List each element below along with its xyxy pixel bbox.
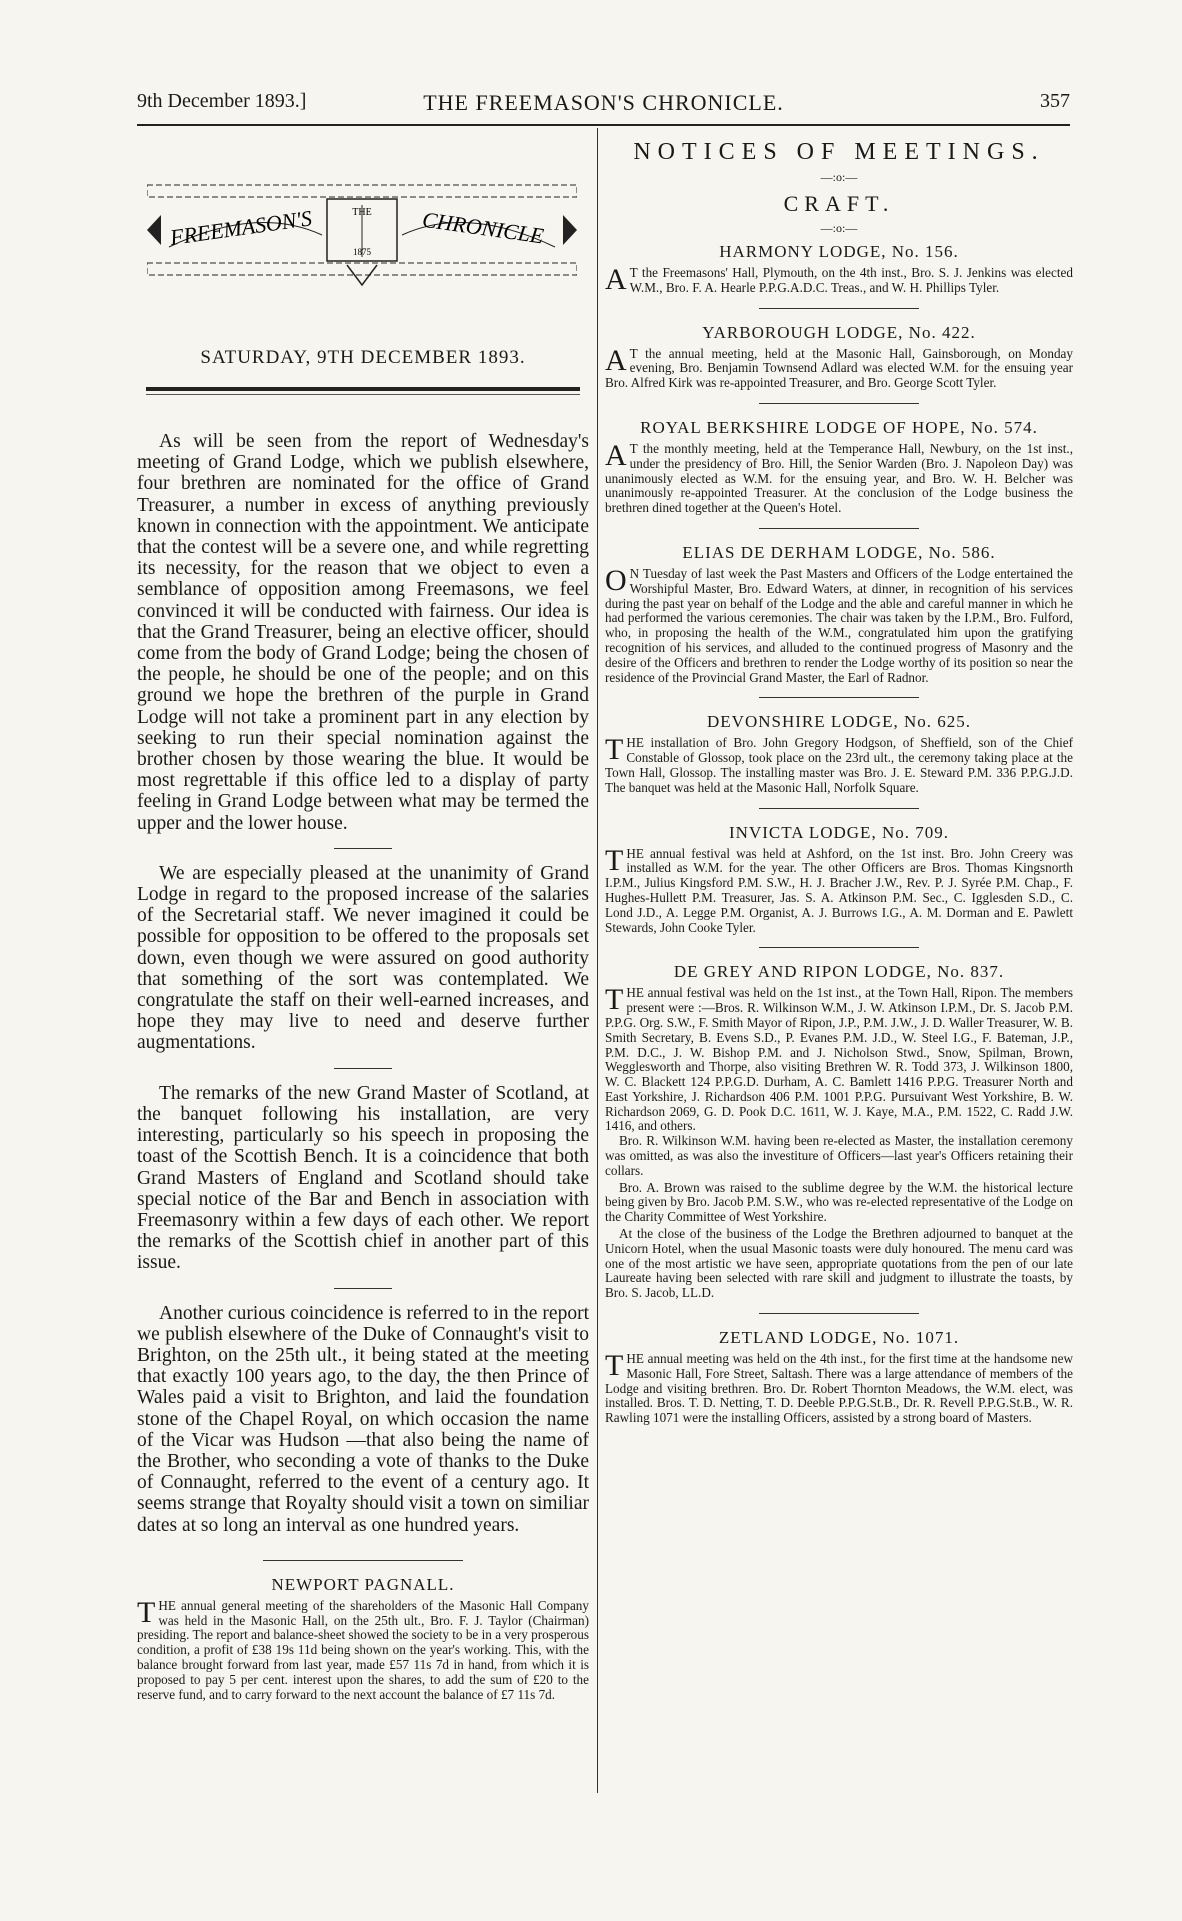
- editorial-paragraph: As will be seen from the report of Wednesday's meeting of Grand Lodge, which we publish elsewhere, four brethren are nominated for the office of Grand Treasurer, a number in excess of anything previously known in connection with the appointment. We anticipate that the contest will be a severe one, and while regretting its necessity, for the reason that we object to even a semblance of opposition among Freemasons, we feel convinced it will be conducted with fairness. Our idea is that the Grand Treasurer, being an elective officer, should come from the body of Grand Lodge; being the chosen of the people, he should be one of the people; and on this ground we hope the brethren of the purple in Grand Lodge will not take a prominent part in any election by seeking to run their special nomination against the brother chosen by those wearing the blue. It would be most regrettable if this office led to a display of party feeling in Grand Lodge between what may be termed the upper and the lower house.: [137, 431, 589, 834]
- masthead-rule: [146, 387, 580, 391]
- lodge-paragraph: Bro. R. Wilkinson W.M. having been re-elected as Master, the installation ceremony was omitted, as was also the investiture of Officers—last year's Officers retaining their collars.: [605, 1133, 1073, 1178]
- page-header: [137, 90, 1070, 126]
- paragraph-divider: [334, 848, 392, 849]
- logo-book-bottom: 1875: [353, 247, 371, 257]
- lodge-title: DEVONSHIRE LODGE, No. 625.: [707, 712, 971, 732]
- logo-word-right: CHRONICLE: [420, 206, 546, 249]
- lodge-body: THE annual festival was held at Ashford, on the 1st inst. Bro. John Creery was installed as W.M. for the year. The other Officers are Bros. Thomas Kingsnorth I.P.M., Julius Kingsford P.M. S.W., H. J. Bracher J.W., Rev. P. J. Syrée P.M. Chap., F. Hughes-Hullett P.M. Treasurer, Jas. S. A. Atkinson P.M. Sec., C. Igglesden S.D., C. Lond J.D., A. Legge P.M. Organist, A. J. Burrows I.G., A. M. Dorman and E. Pawlett Stewards, John Cooke Tyler.: [605, 843, 1073, 935]
- section-divider: [759, 947, 919, 948]
- section-body: THE annual general meeting of the shareholders of the Masonic Hall Company was held in the Masonic Hall, on the 25th ult., Bro. F. J. Taylor (Chairman) presiding. The report and balance-sheet showed the society to be in a very prosperous condition, a profit of £38 19s 11d being shown on the year's working. This, with the balance brought forward from last year, made £57 11s 7d in hand, from which it is proposed to pay 5 per cent. interest upon the shares, to add the sum of £20 to the reserve fund, and to carry forward to the next account the balance of £7 11s 7d.: [137, 1595, 589, 1702]
- ornament: —:o:—: [820, 170, 858, 184]
- section-divider: [759, 308, 919, 309]
- logo-word-left: FREEMASON'S: [168, 205, 314, 250]
- editorial-paragraph: The remarks of the new Grand Master of Scotland, at the banquet following his installation, are very interesting, particularly so his speech in proposing the toast of the Scottish Bench. It is a coincidence that both Grand Masters of England and Scotland should take special notice of the Bar and Bench in association with Freemasonry within a few days of each other. We report the remarks of the Scottish chief in another part of this issue.: [137, 1082, 589, 1274]
- lodge-body: A T the annual meeting, held at the Masonic Hall, Gainsborough, on Monday evening, Bro. Benjamin Townsend Adlard was elected W.M. for the ensuing year Bro. Alfred Kirk was re-appointed Treasurer, and Bro. George Scott Tyler.: [605, 343, 1073, 391]
- lodge-section: [605, 323, 1073, 391]
- column-divider: [597, 128, 598, 1793]
- lodge-title: INVICTA LODGE, No. 709.: [729, 822, 949, 842]
- chronicle-logo: [147, 175, 577, 295]
- lodge-paragraph: At the close of the business of the Lodge the Brethren adjourned to banquet at the Unicorn Hotel, when the usual Masonic toasts were duly honoured. The menu card was one of the most artistic we have seen, appropriate quotations from the pen of our late Laureate having been selected with rare skill and judgment to illustrate the toasts, by Bro. S. Jacob, LL.D.: [605, 1226, 1073, 1301]
- lodge-section: [605, 1328, 1073, 1426]
- section-divider: [759, 403, 919, 404]
- issue-date: 9th December 1893.]: [137, 90, 307, 112]
- lodge-section: [605, 242, 1073, 296]
- left-column: [137, 135, 589, 1702]
- lodge-section: [605, 418, 1073, 516]
- lodge-paragraph: Bro. A. Brown was raised to the sublime degree by the W.M. the historical lecture being given by Bro. Jacob P.M. S.W., who was re-elected representative of the Lodge on the Charity Committee of West Yorkshire.: [605, 1179, 1073, 1225]
- drop-cap: T: [605, 983, 624, 1017]
- logo-book-top: THE: [352, 207, 372, 218]
- drop-cap: A: [605, 438, 627, 472]
- lodge-title: DE GREY AND RIPON LODGE, No. 837.: [673, 962, 1005, 982]
- paragraph-divider: [334, 1068, 392, 1069]
- right-arrow-icon: [563, 215, 577, 245]
- lodge-section: [605, 823, 1073, 936]
- editorial-paragraph: We are especially pleased at the unanimity of Grand Lodge in regard to the proposed increase of the salaries of the Secretarial staff. We never imagined it could be possible for opposition to be offered to the proposals set down, even though we were assured on good authority that something of the sort was contemplated. We congratulate the staff on their well-earned increases, and hope they may live to need and deserve further augmentations.: [137, 862, 589, 1054]
- right-column: [605, 135, 1073, 1426]
- lodge-body: THE annual festival was held on the 1st inst., at the Town Hall, Ripon. The members present were :—Bros. R. Wilkinson W.M., J. W. Atkinson I.P.M., Dr. S. Jacob P.M. P.P.G. Org. S.W., F. Smith Mayor of Ripon, J.P., P.M. J.W., J. D. Waller Treasurer, W. B. Smith Secretary, B. Evens S.D., P. Evanes P.M. J.D., W. Steel I.G., F. Bateman, J.P., P.M. D.C., J. W. Bishop P.M. and J. Nicholson Stwd., Snow, Spilman, Brown, Wegglesworth and Thorpe, also visiting Brethren W. R. Todd 373, J. Wilkinson 1800, W. C. Blackett 124 P.P.G.D. Durham, A. C. Bamlett 1416 P.P.G. Treasurer North and East Yorkshire, J. Richardson 406 P.M. 1001 P.P.G. Pursuivant West Yorkshire, B. W. Richardson 2069, G. D. Pook D.C. 1611, W. J. Kaye, M.A., P.M. 1522, C. Radd J.W. 1416, and others. Bro. R. Wilkinson W.M. having been re-elected as Master, the installation ceremony was omitted, as was also the investiture of Officers—last year's Officers retaining their collars. Bro. A. Brown was raised to the sublime degree by the W.M. the historical lecture being given by Bro. Jacob P.M. S.W., who was re-elected representative of the Lodge on the Charity Committee of West Yorkshire. At the close of the business of the Lodge the Brethren adjourned to banquet at the Unicorn Hotel, when the usual Masonic toasts were duly honoured. The menu card was one of the most artistic we have seen, appropriate quotations from the pen of our late Laureate having been selected with rare skill and judgment to illustrate the toasts, by Bro. S. Jacob, LL.D.: [605, 983, 1073, 1301]
- masthead-logo: [137, 135, 589, 347]
- drop-cap: A: [605, 263, 627, 296]
- lodge-body: A T the Freemasons' Hall, Plymouth, on the 4th inst., Bro. S. J. Jenkins was elected W.M., Bro. F. A. Hearle P.P.G.A.D.C. Treas., and W. H. Phillips Tyler.: [605, 263, 1073, 296]
- drop-cap: A: [605, 343, 627, 377]
- section-divider: [759, 1313, 919, 1314]
- left-arrow-icon: [147, 215, 161, 245]
- lodge-title: ZETLAND LODGE, No. 1071.: [718, 1328, 960, 1348]
- craft-heading: CRAFT.: [783, 191, 895, 216]
- lodge-title: ELIAS DE DERHAM LODGE, No. 586.: [682, 542, 996, 562]
- lodge-title: YARBOROUGH LODGE, No. 422.: [702, 322, 976, 342]
- section-divider: [263, 1560, 463, 1561]
- editorial-paragraph: Another curious coincidence is referred to in the report we publish elsewhere of the Duke of Connaught's visit to Brighton, on the 25th ult., it being stated at the meeting that exactly 100 years ago, to the day, the then Prince of Wales paid a visit to Brighton, and laid the foundation stone of the Chapel Royal, on which occasion the name of the Vicar was Hudson —that also being the name of the Brother, who seconding a vote of thanks to the Duke of Connaught, referred to the event of a century ago. It seems strange that Royalty should visit a town on similiar dates at so long an interval as one hundred years.: [137, 1302, 589, 1536]
- publication-title: THE FREEMASON'S CHRONICLE.: [423, 90, 784, 115]
- section-divider: [759, 528, 919, 529]
- paragraph-divider: [334, 1288, 392, 1289]
- lodge-section: [605, 712, 1073, 795]
- lodge-body: O N Tuesday of last week the Past Masters and Officers of the Lodge entertained the Worshipful Master, Bro. Edward Waters, at dinner, in recognition of his services during the past year on behalf of the Lodge and the able and careful manner in which he had performed the various ceremonies. The chair was taken by the I.P.M., Bro. Fulford, who, in proposing the health of the W.M., congratulated him upon the gratifying recognition of his services, and alluded to the continued progress of Masonry and the desire of the Officers and brethren to render the Lodge worthy of its position so near the residence of the Provincial Grand Master, the Earl of Radnor.: [605, 563, 1073, 685]
- section-title: NEWPORT PAGNALL.: [271, 1574, 455, 1594]
- drop-cap: T: [605, 1349, 624, 1383]
- lodge-section: [605, 543, 1073, 685]
- drop-cap: T: [605, 733, 624, 767]
- drop-cap: O: [605, 563, 627, 597]
- ornament: —:o:—: [820, 221, 858, 235]
- lodge-body: THE annual meeting was held on the 4th inst., for the first time at the handsome new Masonic Hall, Fore Street, Saltash. There was a large attendance of members of the Lodge and visiting brethren. Bro. Dr. Robert Thornton Meadows, the W.M. elect, was installed. Bros. T. D. Netting, T. D. Deeble P.P.G.St.B., Dr. R. Revell P.P.G.St.B., W. R. Rawling 1071 were the installing Officers, assisted by a strong board of Masters.: [605, 1349, 1073, 1426]
- drop-cap: T: [137, 1595, 156, 1629]
- lodge-section: [605, 962, 1073, 1301]
- issue-date-line: SATURDAY, 9TH DECEMBER 1893.: [200, 347, 526, 368]
- lodge-title: HARMONY LODGE, No. 156.: [719, 242, 959, 261]
- notices-heading: NOTICES OF MEETINGS.: [633, 139, 1045, 165]
- section-divider: [759, 697, 919, 698]
- drop-cap: T: [605, 843, 624, 877]
- section-divider: [759, 808, 919, 809]
- lodge-title: ROYAL BERKSHIRE LODGE OF HOPE, No. 574.: [640, 417, 1038, 437]
- lodge-body: A T the monthly meeting, held at the Temperance Hall, Newbury, on the 1st inst., under the presidency of Bro. Hill, the Senior Warden (Bro. J. Napoleon Day) was unanimously elected as W.M. for the ensuing year, and Bro. W. H. Belcher was unanimously re-appointed Treasurer. At the conclusion of the Lodge business the brethren dined together at the Queen's Hotel.: [605, 438, 1073, 516]
- lodge-body: THE installation of Bro. John Gregory Hodgson, of Sheffield, son of the Chief Constable of Glossop, took place on the 23rd ult., the ceremony taking place at the Town Hall, Glossop. The installing master was Bro. J. E. Steward P.M. 336 P.P.G.J.D. The banquet was held at the Masonic Hall, Norfolk Square.: [605, 733, 1073, 795]
- page-number: 357: [1040, 90, 1070, 112]
